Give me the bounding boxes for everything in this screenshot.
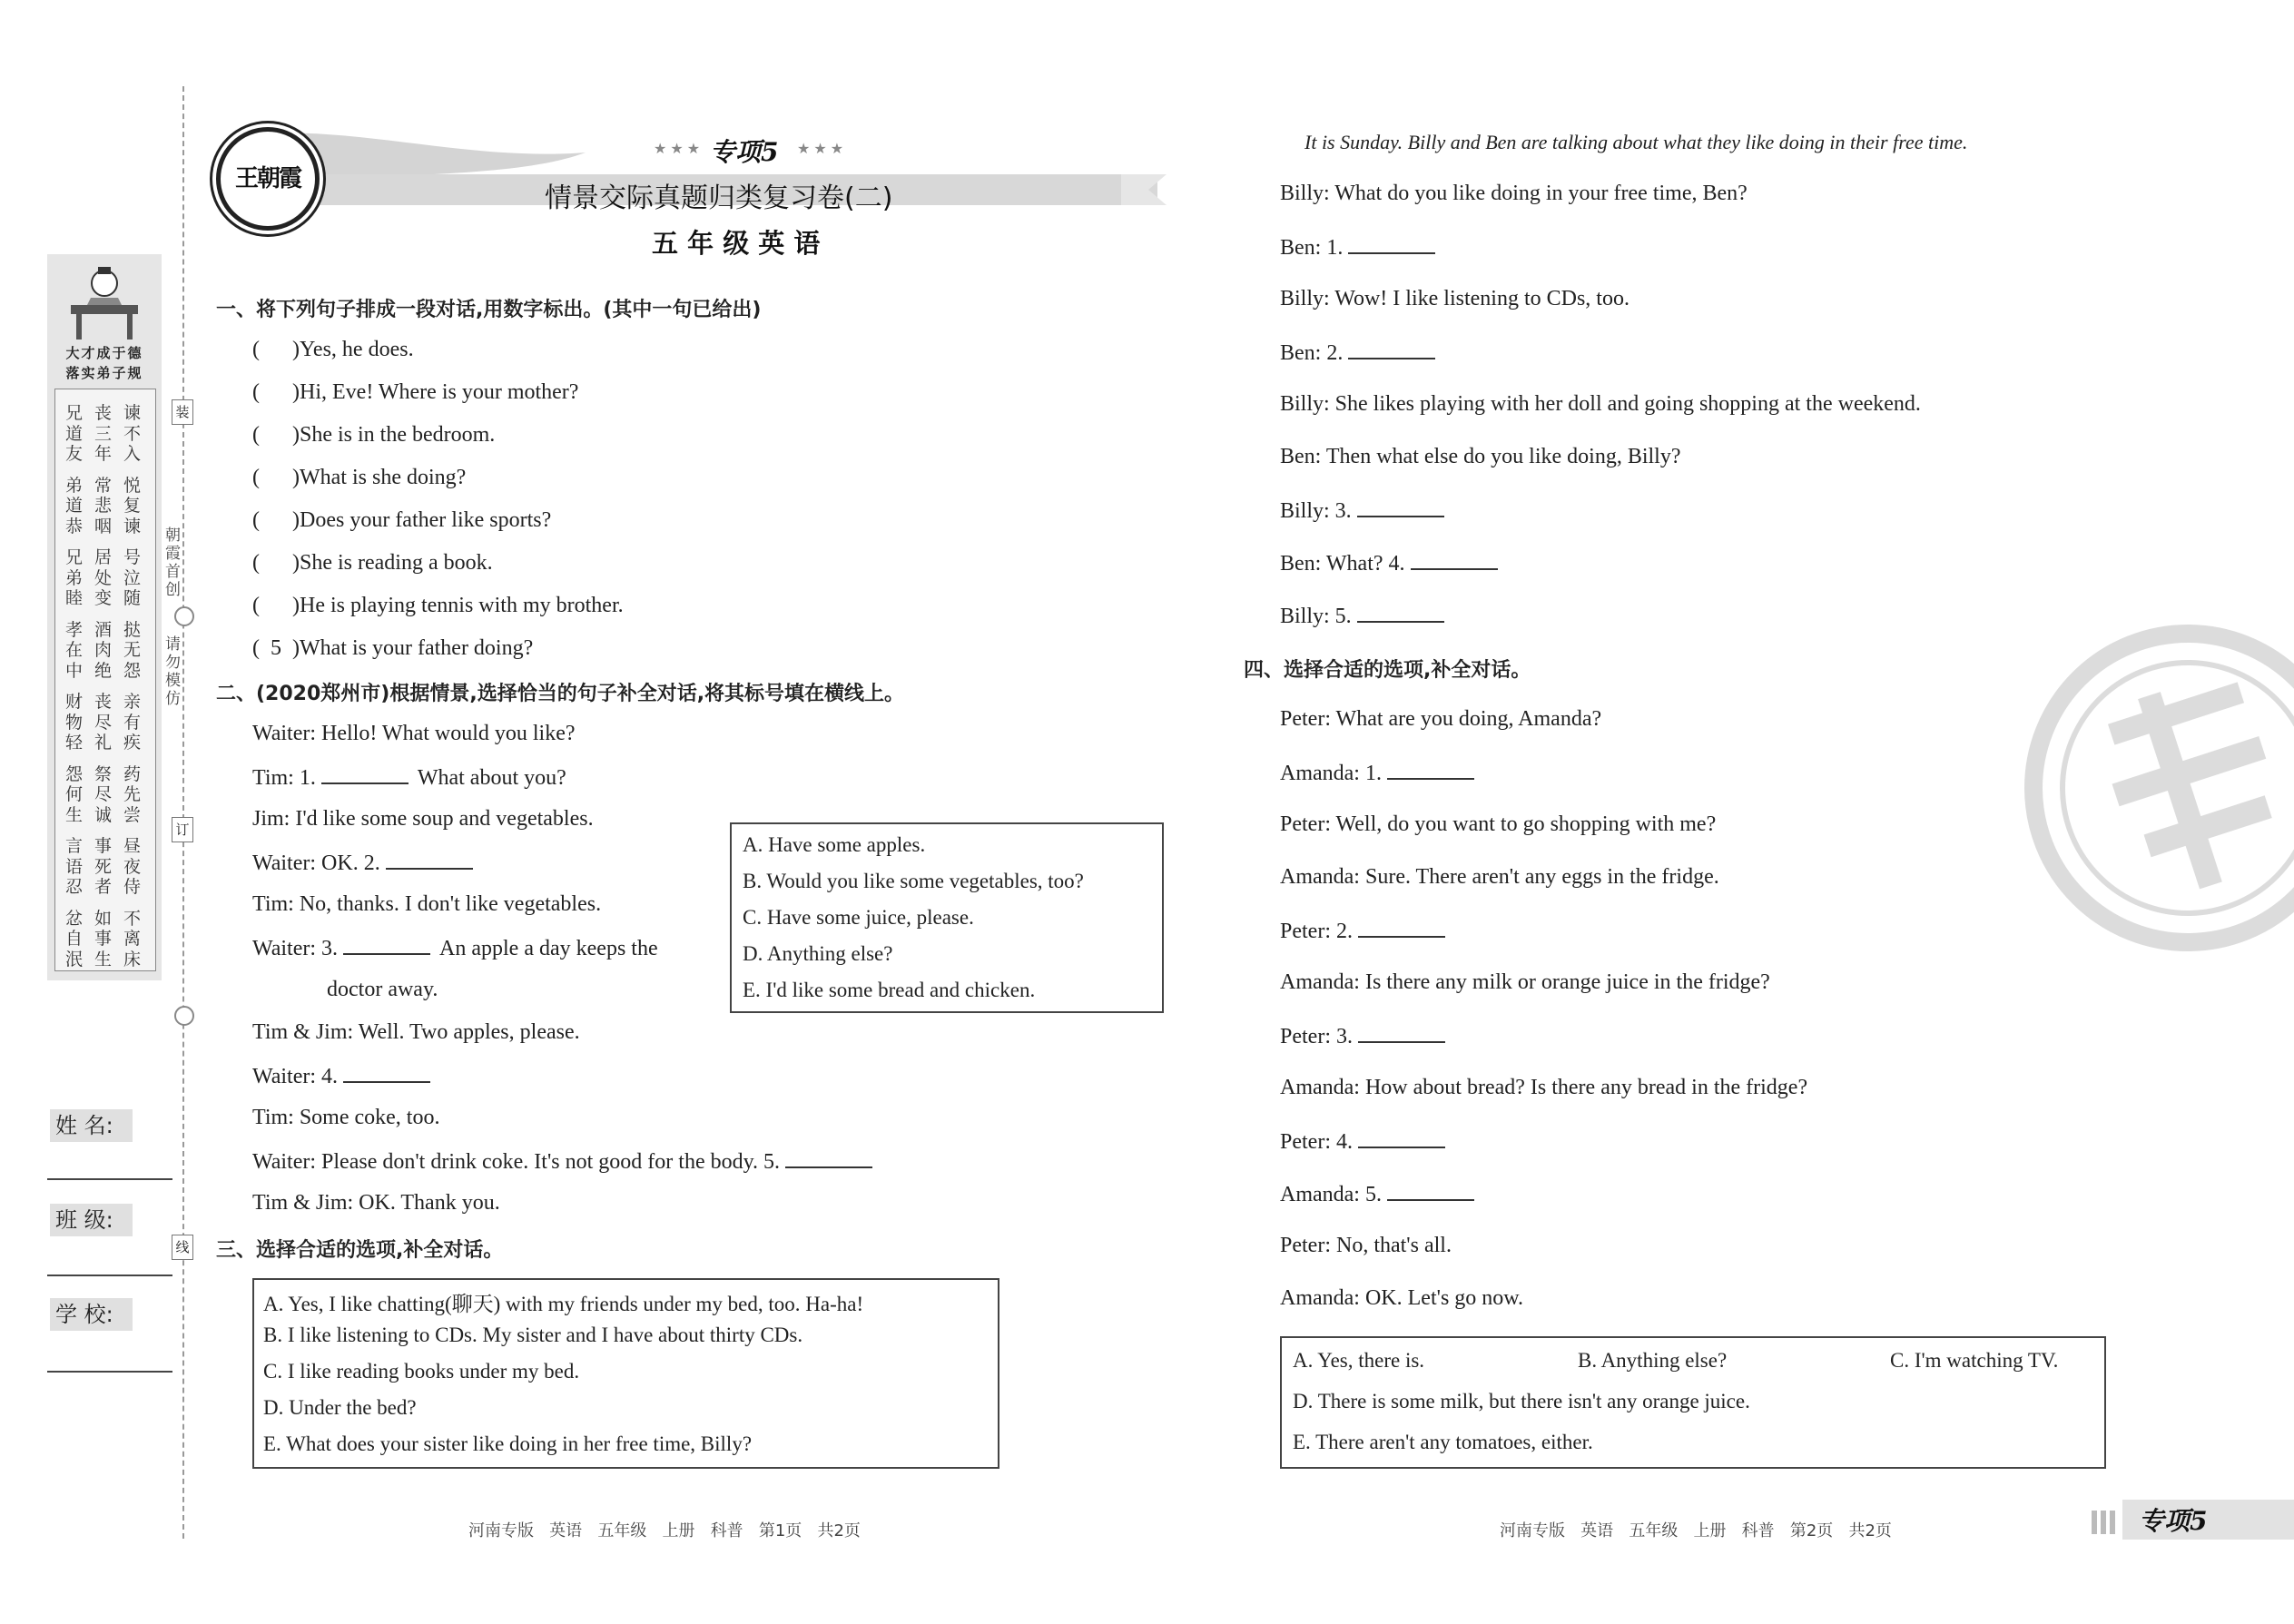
part4-line <box>1280 1286 1523 1311</box>
answer-open-paren: ( <box>252 636 260 660</box>
option-item: A. Yes, I like chatting(聊天) with my friends under my bed, too. Ha-ha! <box>263 1293 864 1315</box>
answer-close-paren: ) <box>292 594 300 617</box>
line-text: Tim & Jim: OK. Thank you. <box>252 1191 500 1215</box>
answer-blank[interactable] <box>343 1063 430 1083</box>
line-text: Waiter: Hello! What would you like? <box>252 722 576 745</box>
rule-char: 常 <box>94 475 113 496</box>
answer-slot[interactable]: 5 <box>271 636 281 660</box>
line-text: Ben: What? 4. <box>1280 552 1405 576</box>
rule-char: 悲 <box>94 496 113 516</box>
rule-char: 入 <box>123 444 142 464</box>
part2-line <box>252 1063 430 1089</box>
part4-line <box>1280 1234 1452 1258</box>
answer-blank[interactable] <box>1387 760 1474 780</box>
answer-close-paren: ) <box>292 423 300 447</box>
rule-char: 道 <box>65 423 84 444</box>
rule-char: 三 <box>94 423 113 444</box>
part4-line <box>1280 760 1474 786</box>
option-item: D. There is some milk, but there isn't any orange juice. <box>1293 1390 1750 1412</box>
line-text: Ben: 2. <box>1280 341 1344 365</box>
line-text: Peter: What are you doing, Amanda? <box>1280 707 1602 731</box>
rule-char: 酒 <box>94 619 113 640</box>
part1-item <box>252 380 578 405</box>
answer-blank[interactable] <box>1387 1181 1474 1201</box>
part4-line <box>1280 865 1719 890</box>
line-text: Peter: No, that's all. <box>1280 1234 1452 1257</box>
rule-char: 忍 <box>65 877 84 897</box>
rule-char: 丧 <box>94 692 113 712</box>
answer-open-paren: ( <box>252 338 260 361</box>
answer-open-paren: ( <box>252 594 260 617</box>
rule-char: 随 <box>123 588 142 608</box>
part4-line <box>1280 1023 1445 1049</box>
answer-close-paren: ) <box>292 380 300 404</box>
rule-char: 侍 <box>123 877 142 897</box>
rule-char: 尝 <box>123 804 142 825</box>
school-label: 学 校: <box>50 1298 133 1331</box>
option-item: C. Have some juice, please. <box>743 906 974 929</box>
sentence-text: She is reading a book. <box>300 551 493 575</box>
secret-stamp-icon <box>2023 625 2294 951</box>
option-item: B. Would you like some vegetables, too? <box>743 870 1084 892</box>
binding-mark: 订 <box>172 817 193 842</box>
sentence-text: Hi, Eve! Where is your mother? <box>300 380 579 404</box>
part1-item <box>252 594 624 618</box>
rule-char: 睦 <box>65 588 84 608</box>
answer-blank[interactable] <box>1411 550 1498 570</box>
answer-blank[interactable] <box>1358 918 1445 938</box>
answer-blank[interactable] <box>1357 497 1444 517</box>
line-text: Tim: No, thanks. I don't like vegetables. <box>252 892 602 916</box>
rule-char: 兄 <box>65 547 84 567</box>
line-text: Amanda: Sure. There aren't any eggs in the fridge. <box>1280 865 1719 889</box>
footer-left: 河南专版 英语 五年级 上册 科普 第1页 共2页 <box>468 1521 861 1540</box>
part4-line <box>1280 1181 1474 1207</box>
rule-char: 礼 <box>94 733 113 753</box>
answer-blank[interactable] <box>1348 340 1435 359</box>
rule-char: 居 <box>94 547 113 567</box>
answer-close-paren: ) <box>292 338 300 361</box>
answer-blank[interactable] <box>321 764 409 784</box>
option-item: C. I like reading books under my bed. <box>263 1360 580 1383</box>
name-label: 姓 名: <box>50 1109 133 1142</box>
rule-char: 泯 <box>65 949 84 969</box>
rule-char: 昼 <box>123 836 142 856</box>
rule-char: 孝 <box>65 619 84 640</box>
line-text: Ben: Then what else do you like doing, Billy? <box>1280 445 1681 468</box>
line-text: Peter: Well, do you want to go shopping with me? <box>1280 812 1717 836</box>
part2-line <box>252 722 576 746</box>
part2-title: 二、(2020郑州市)根据情景,选择恰当的句子补全对话,将其标号填在横线上。 <box>216 683 905 705</box>
option-item: E. What does your sister like doing in her free time, Billy? <box>263 1432 753 1455</box>
rule-char: 复 <box>123 496 142 516</box>
part3-line <box>1280 234 1435 261</box>
binding-mark: 装 <box>172 399 193 425</box>
rule-char: 丧 <box>94 403 113 423</box>
rule-char: 忿 <box>65 908 84 929</box>
rule-char: 财 <box>65 692 84 712</box>
line-text: Amanda: 1. <box>1280 762 1382 785</box>
part4-line <box>1280 1076 1807 1100</box>
answer-open-paren: ( <box>252 508 260 532</box>
answer-close-paren: ) <box>292 551 300 575</box>
sentence-text: What is your father doing? <box>300 636 534 660</box>
part2-line <box>252 1106 439 1130</box>
answer-close-paren: ) <box>292 636 300 660</box>
rule-char: 如 <box>94 908 113 929</box>
rule-char: 轻 <box>65 733 84 753</box>
class-field[interactable] <box>47 1275 172 1276</box>
part2-line <box>252 1020 580 1045</box>
part4-title: 四、选择合适的选项,补全对话。 <box>1244 659 1531 682</box>
part4-line <box>1280 812 1716 837</box>
footer-right: 河南专版 英语 五年级 上册 科普 第2页 共2页 <box>1500 1521 1892 1540</box>
vertical-note-1: 朝霞首创 <box>165 527 181 599</box>
line-text: doctor away. <box>327 978 438 1001</box>
rule-char: 变 <box>94 588 113 608</box>
rule-char: 年 <box>94 444 113 464</box>
option-item: E. I'd like some bread and chicken. <box>743 979 1036 1001</box>
part1-item <box>252 636 533 661</box>
rule-char: 事 <box>94 929 113 949</box>
part2-line <box>252 892 601 917</box>
option-item: A. Yes, there is. <box>1293 1349 1425 1372</box>
rule-char: 怨 <box>123 660 142 681</box>
line-text: Waiter: Please don't drink coke. It's not good for the body. 5. <box>252 1150 781 1174</box>
line-text: Peter: 2. <box>1280 920 1353 943</box>
line-text: Ben: 1. <box>1280 236 1344 260</box>
line-text: Tim: Some coke, too. <box>252 1106 440 1129</box>
answer-close-paren: ) <box>292 466 300 489</box>
line-text: Peter: 3. <box>1280 1025 1353 1048</box>
part3-line <box>1280 497 1444 524</box>
part1-item <box>252 466 466 490</box>
line-text: Jim: I'd like some soup and vegetables. <box>252 807 594 831</box>
part2-line <box>252 764 566 791</box>
rule-char: 离 <box>123 929 142 949</box>
rule-char: 生 <box>94 949 113 969</box>
option-item: B. I like listening to CDs. My sister and I have about thirty CDs. <box>263 1324 803 1346</box>
rule-char: 床 <box>123 949 142 969</box>
part1-item <box>252 551 493 576</box>
binding-hole-icon <box>174 606 194 626</box>
sentence-text: What is she doing? <box>300 466 467 489</box>
rule-char: 弟 <box>65 475 84 496</box>
rule-char: 祭 <box>94 763 113 784</box>
part2-line <box>327 978 438 1002</box>
rule-char: 不 <box>123 908 142 929</box>
answer-open-paren: ( <box>252 551 260 575</box>
rule-char: 尽 <box>94 784 113 804</box>
rule-char: 谏 <box>123 403 142 423</box>
rule-char: 夜 <box>123 856 142 877</box>
part1-item <box>252 508 551 533</box>
rule-char: 疾 <box>123 733 142 753</box>
page-title: 情景交际真题归类复习卷(二) <box>545 182 893 214</box>
rule-char: 无 <box>123 640 142 660</box>
line-text: Tim & Jim: Well. Two apples, please. <box>252 1020 580 1044</box>
line-text: Tim: 1. <box>252 766 316 790</box>
rule-char: 在 <box>65 640 84 660</box>
option-item: A. Have some apples. <box>743 833 926 856</box>
line-text: Billy: 5. <box>1280 605 1352 628</box>
binding-mark: 线 <box>172 1235 193 1260</box>
rule-char: 咽 <box>94 516 113 536</box>
sentence-text: He is playing tennis with my brother. <box>300 594 624 617</box>
answer-open-paren: ( <box>252 380 260 404</box>
part3-line <box>1280 182 1748 206</box>
rule-char: 语 <box>65 856 84 877</box>
binding-hole-icon <box>174 1006 194 1026</box>
part4-line <box>1280 918 1445 944</box>
rule-char: 悦 <box>123 475 142 496</box>
series-stars-right-icon: ★ ★ ★ <box>797 142 844 157</box>
answer-blank[interactable] <box>1357 603 1444 623</box>
part1-item <box>252 423 495 448</box>
part4-line <box>1280 1128 1445 1155</box>
line-text-after: What about you? <box>417 766 566 790</box>
option-item: B. Anything else? <box>1578 1349 1728 1372</box>
option-item: D. Anything else? <box>743 942 893 965</box>
part4-line <box>1280 970 1770 995</box>
part3-line <box>1280 445 1681 469</box>
part3-title: 三、选择合适的选项,补全对话。 <box>216 1239 504 1262</box>
rule-char: 事 <box>94 836 113 856</box>
answer-blank[interactable] <box>1358 1128 1445 1148</box>
line-text: Amanda: 5. <box>1280 1183 1382 1206</box>
rule-char: 泣 <box>123 567 142 588</box>
part1-item <box>252 338 414 362</box>
rule-char: 道 <box>65 496 84 516</box>
rule-char: 自 <box>65 929 84 949</box>
part3-line <box>1280 603 1444 629</box>
sentence-text: Does your father like sports? <box>300 508 552 532</box>
sentence-text: She is in the bedroom. <box>300 423 496 447</box>
part2-line <box>252 807 594 832</box>
rule-char: 恭 <box>65 516 84 536</box>
rule-char: 弟 <box>65 567 84 588</box>
rule-char: 友 <box>65 444 84 464</box>
rule-char: 亲 <box>123 692 142 712</box>
rule-char: 药 <box>123 763 142 784</box>
series-label: 专项5 <box>710 137 779 167</box>
vertical-note-2: 请勿模仿 <box>165 635 181 708</box>
footer-tag-squares-icon <box>2092 1511 2115 1534</box>
line-text: Waiter: OK. 2. <box>252 851 380 875</box>
option-item: E. There aren't any tomatoes, either. <box>1293 1431 1593 1453</box>
rule-char: 肉 <box>94 640 113 660</box>
name-field[interactable] <box>47 1178 172 1180</box>
rule-char: 谏 <box>123 516 142 536</box>
line-text: Peter: 4. <box>1280 1130 1353 1154</box>
rule-char: 者 <box>94 877 113 897</box>
line-text: Amanda: OK. Let's go now. <box>1280 1286 1524 1310</box>
brand-logo-text: 王朝霞 <box>234 165 300 192</box>
part1-title: 一、将下列句子排成一段对话,用数字标出。(其中一句已给出) <box>216 299 762 321</box>
rule-char: 怨 <box>65 763 84 784</box>
answer-blank[interactable] <box>785 1148 872 1168</box>
rule-char: 诚 <box>94 804 113 825</box>
line-text: Billy: What do you like doing in your free time, Ben? <box>1280 182 1748 205</box>
line-text: Amanda: Is there any milk or orange juice in the fridge? <box>1280 970 1770 994</box>
option-item: D. Under the bed? <box>263 1396 417 1419</box>
dashed-binding-line <box>182 86 184 1539</box>
answer-blank[interactable] <box>343 935 430 955</box>
line-text: Billy: She likes playing with her doll and going shopping at the weekend. <box>1280 392 1921 416</box>
rule-char: 中 <box>65 660 84 681</box>
part2-line <box>252 1191 500 1216</box>
series-stars-left-icon: ★ ★ ★ <box>654 142 701 157</box>
rule-char: 何 <box>65 784 84 804</box>
answer-blank[interactable] <box>1348 234 1435 254</box>
school-field[interactable] <box>47 1371 172 1373</box>
answer-close-paren: ) <box>292 508 300 532</box>
part3-line <box>1280 550 1498 576</box>
rule-char: 死 <box>94 856 113 877</box>
line-text: Billy: Wow! I like listening to CDs, too. <box>1280 287 1629 310</box>
rule-char: 绝 <box>94 660 113 681</box>
answer-open-paren: ( <box>252 423 260 447</box>
motto-line-2: 落实弟子规 <box>65 365 143 381</box>
line-text: Waiter: 4. <box>252 1065 339 1088</box>
sentence-text: Yes, he does. <box>300 338 414 361</box>
rule-char: 兄 <box>65 403 84 423</box>
answer-blank[interactable] <box>1358 1023 1445 1043</box>
answer-open-paren: ( <box>252 466 260 489</box>
rule-char: 生 <box>65 804 84 825</box>
line-text: Billy: 3. <box>1280 499 1352 523</box>
part2-line <box>252 935 658 961</box>
part3-line <box>1280 340 1435 366</box>
line-text: Waiter: 3. <box>252 937 339 960</box>
page-subtitle: 五 年 级 英 语 <box>652 228 821 259</box>
rule-char: 先 <box>123 784 142 804</box>
rule-char: 言 <box>65 836 84 856</box>
class-label: 班 级: <box>50 1204 133 1236</box>
part3-intro: It is Sunday. Billy and Ben are talking about what they like doing in their free time. <box>1305 131 1968 153</box>
part2-line <box>252 850 473 876</box>
scholar-illustration <box>64 261 145 345</box>
rule-char: 挞 <box>123 619 142 640</box>
line-text: Amanda: How about bread? Is there any bread in the fridge? <box>1280 1076 1808 1099</box>
part4-line <box>1280 707 1601 732</box>
rule-char: 有 <box>123 712 142 733</box>
part2-line <box>252 1148 872 1175</box>
option-item: C. I'm watching TV. <box>1890 1349 2059 1372</box>
line-text-after: An apple a day keeps the <box>439 937 658 960</box>
answer-blank[interactable] <box>386 850 473 870</box>
part3-line <box>1280 287 1629 311</box>
rule-char: 不 <box>123 423 142 444</box>
rule-char: 处 <box>94 567 113 588</box>
part3-line <box>1280 392 1921 417</box>
rule-char: 物 <box>65 712 84 733</box>
motto-line-1: 大才成于德 <box>65 345 143 361</box>
footer-tag: 专项5 <box>2139 1506 2208 1536</box>
rule-char: 尽 <box>94 712 113 733</box>
rule-char: 号 <box>123 547 142 567</box>
